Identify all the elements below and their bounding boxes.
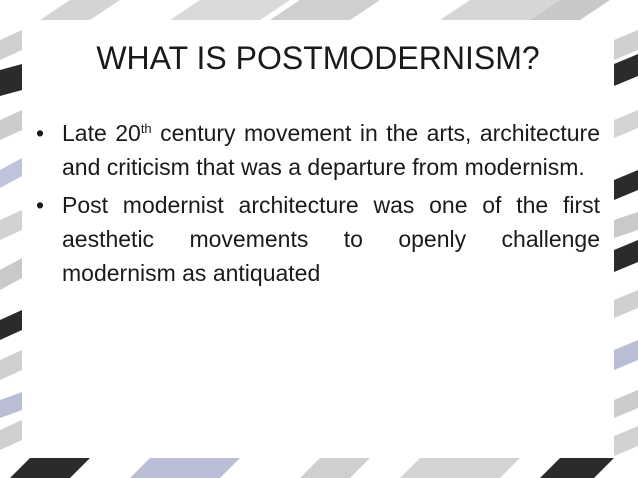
bullet-item-1 (36, 116, 600, 184)
bullet-icon: • (36, 192, 45, 218)
bullet-item-2 (36, 188, 600, 290)
slide-content (22, 20, 614, 456)
bullet-list (36, 116, 600, 294)
bullet-icon: • (36, 120, 45, 146)
bullet-2-text: Post modernist architecture was one of the first aesthetic movements to openly challenge modernism as antiquated (62, 192, 600, 286)
bullet-1-text-start: Late 20 (62, 120, 141, 146)
slide-title: WHAT IS POSTMODERNISM? (96, 40, 540, 76)
bullet-1-ordinal-suffix: th (140, 121, 152, 136)
bullet-1-text-end: century movement in the arts, architecture and criticism that was a departure from modernism. (62, 120, 600, 180)
